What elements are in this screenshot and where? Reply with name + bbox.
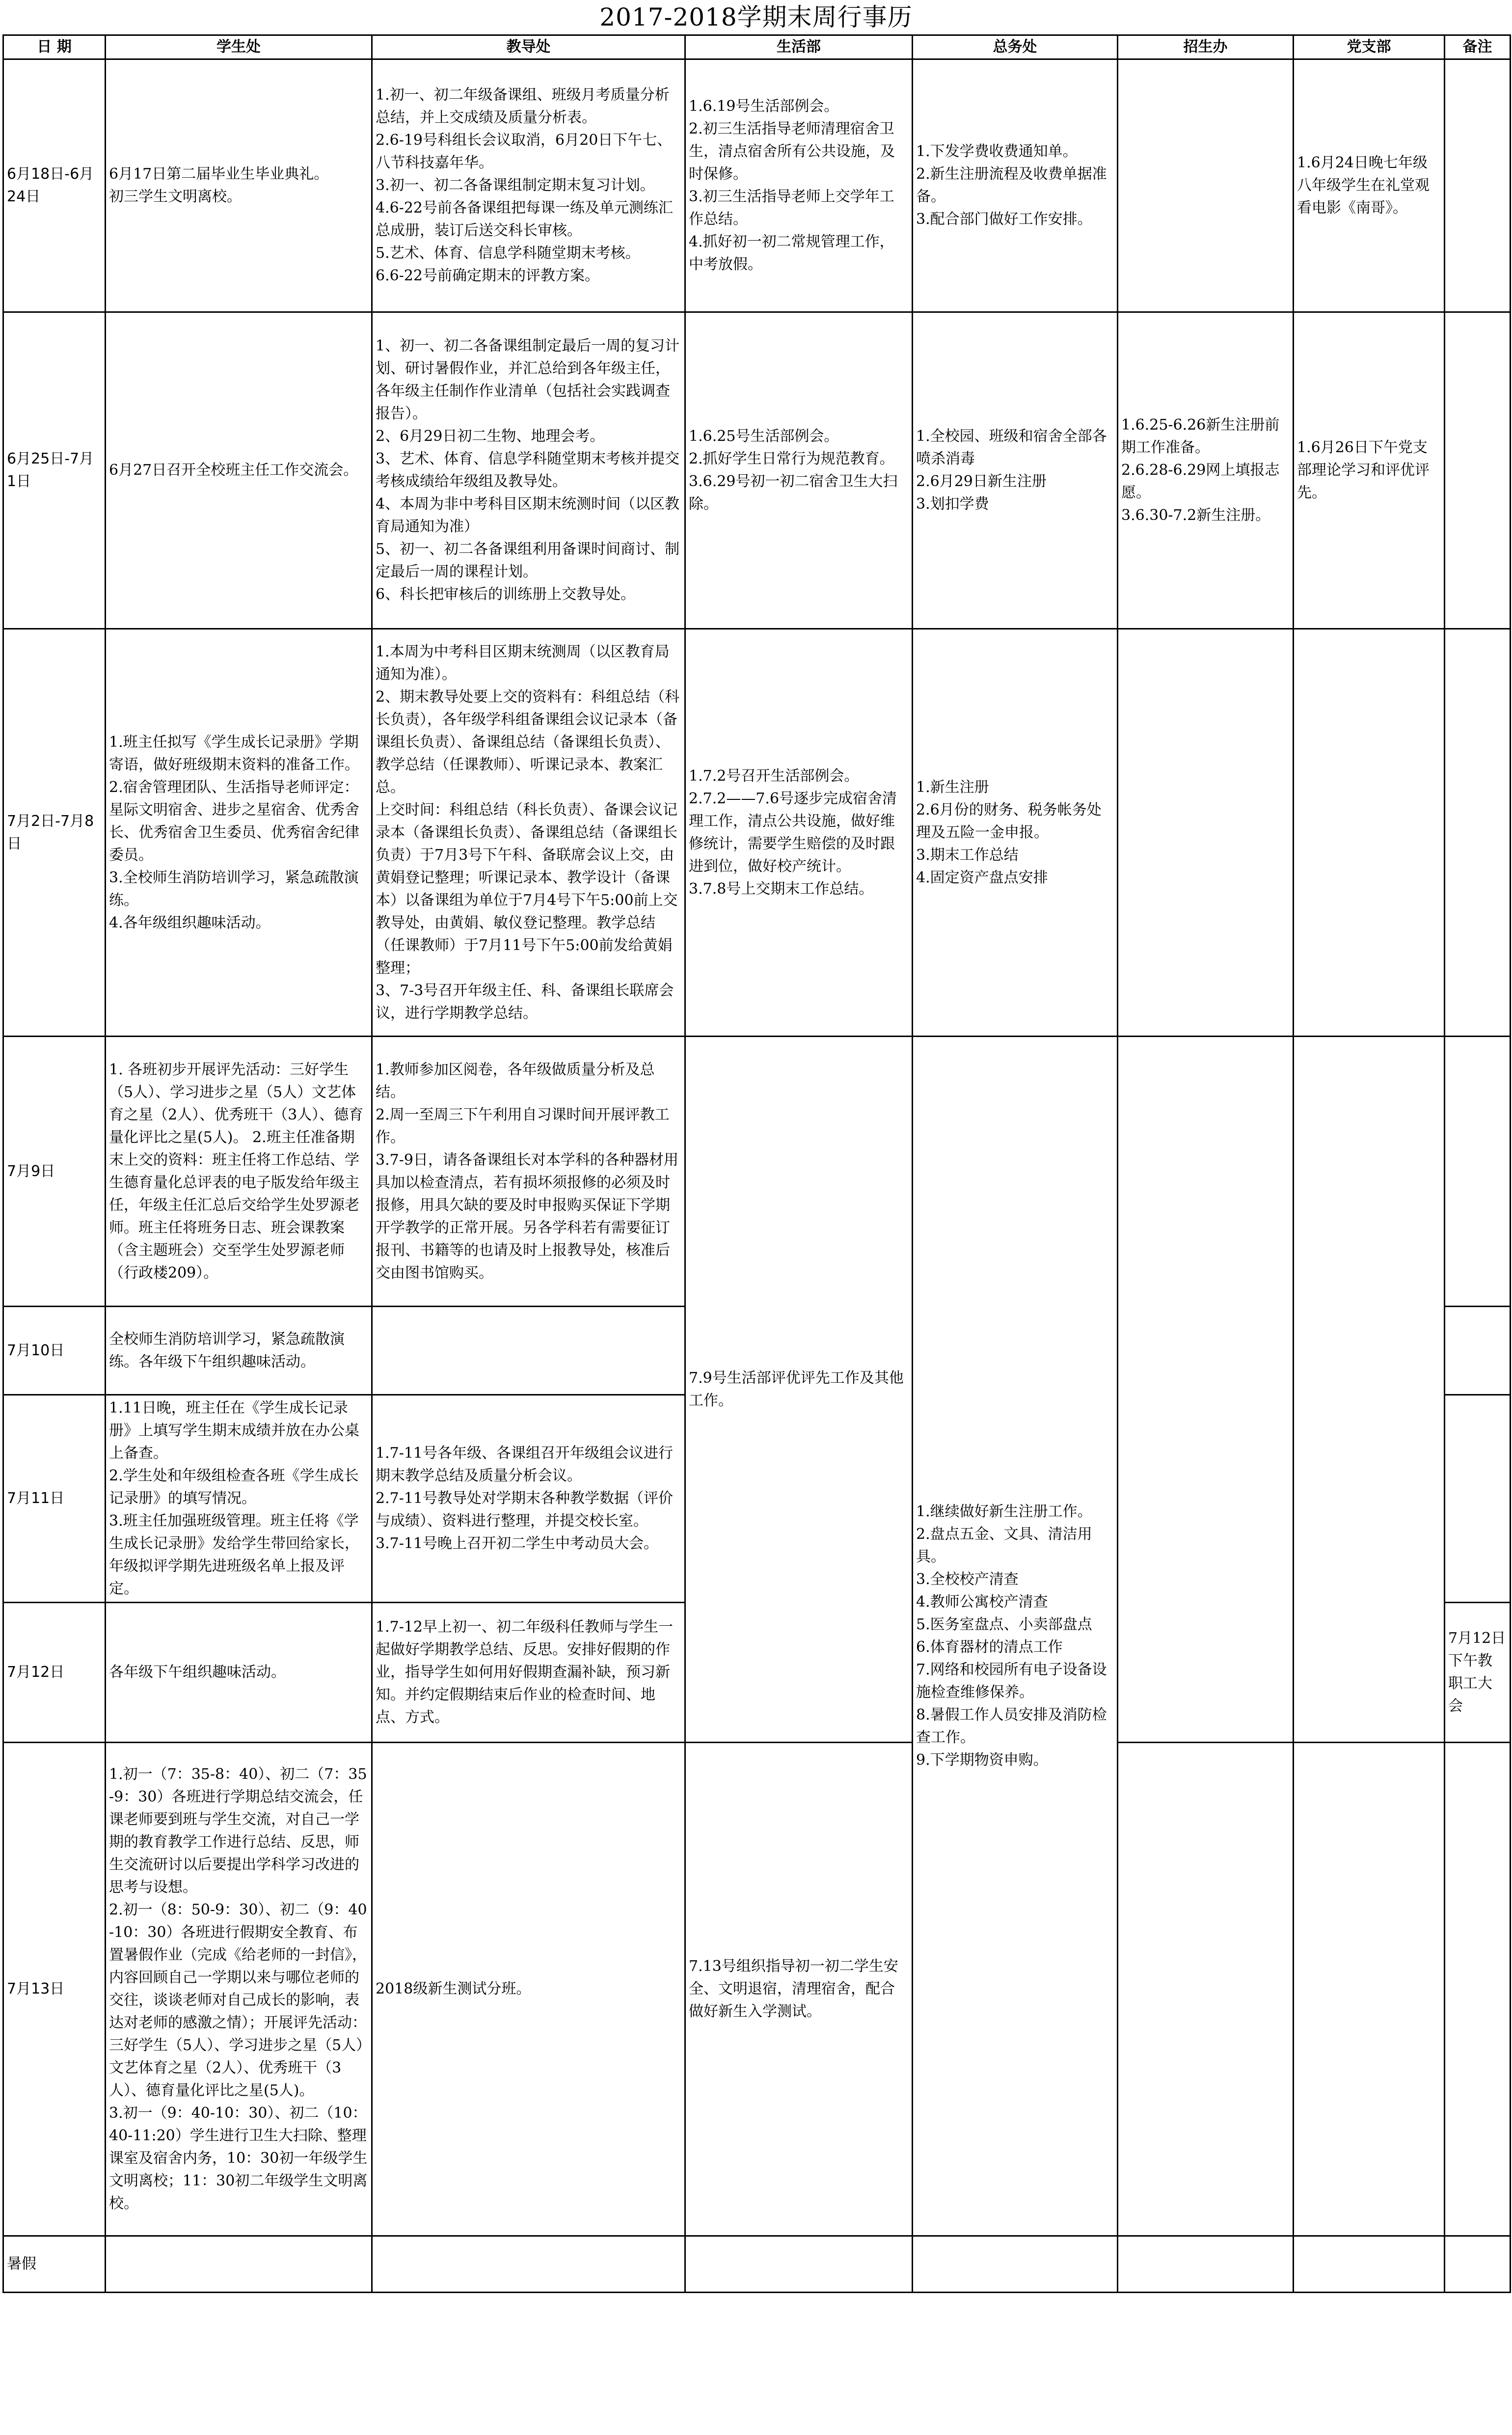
- date-cell: 7月11日: [3, 1395, 106, 1603]
- admissions-cell: [1118, 2236, 1294, 2293]
- admissions-cell: 1.6.25-6.26新生注册前期工作准备。 2.6.28-6.29网上填报志愿。 3.6.30-7.2新生注册。: [1118, 312, 1294, 629]
- notes-cell: 7月12日下午教职工大会: [1445, 1603, 1511, 1743]
- party-cell: [1294, 1743, 1445, 2236]
- academic-cell: [372, 2236, 685, 2293]
- date-cell: 7月13日: [3, 1743, 106, 2236]
- student-cell: 1.班主任拟写《学生成长记录册》学期寄语，做好班级期末资料的准备工作。 2.宿舍管理团队、生活指导老师评定：星际文明宿舍、进步之星宿舍、优秀舍长、优秀宿舍卫生委员、优秀宿舍纪律委员。 3.全校师生消防培训学习，紧急疏散演练。 4.各年级组织趣味活动。: [106, 629, 372, 1037]
- general-cell: [913, 2236, 1118, 2293]
- notes-cell: [1445, 1307, 1511, 1395]
- header-life-dept: 生活部: [685, 35, 913, 59]
- student-cell: 1.初一（7：35-8：40）、初二（7：35-9：30）各班进行学期总结交流会，任课老师要到班与学生交流，对自己一学期的教育教学工作进行总结、反思，师生交流研讨以后要提出学科学习改进的思考与设想。 2.初一（8：50-9：30）、初二（9：40-10：30）各班进行假期安全教育、布置暑假作业（完成《给老师的一封信》，内容回顾自己一学期以来与哪位老师的交往，谈谈老师对自己成长的影响，表达对老师的感激之情）；开展评先活动：三好学生（5人）、学习进步之星（5人）文艺体育之星（2人）、优秀班干（3人）、德育量化评比之星(5人)。 3.初一（9：40-10：30）、初二（10：40-11:20）学生进行卫生大扫除、整理课室及宿舍内务，10：30初一年级学生文明离校；11：30初二年级学生文明离校。: [106, 1743, 372, 2236]
- header-row: [3, 35, 1511, 59]
- student-cell: [106, 2236, 372, 2293]
- life-cell: 1.6.19号生活部例会。 2.初三生活指导老师清理宿舍卫生，清点宿舍所有公共设施，及时保修。 3.初三生活指导老师上交学年工作总结。 4.抓好初一初二常规管理工作，中考放假。: [685, 59, 913, 312]
- life-cell: [685, 2236, 913, 2293]
- notes-cell: [1445, 2236, 1511, 2293]
- academic-cell: 1.7-11号各年级、各课组召开年级组会议进行期末教学总结及质量分析会议。 2.7-11号教导处对学期末各种教学数据（评价与成绩）、资料进行整理，并提交校长室。 3.7-11号晚上召开初二学生中考动员大会。: [372, 1395, 685, 1603]
- header-general-affairs: 总务处: [913, 35, 1118, 59]
- student-cell: 6月27日召开全校班主任工作交流会。: [106, 312, 372, 629]
- student-cell: 1.11日晚，班主任在《学生成长记录册》上填写学生期末成绩并放在办公桌上备查。 2.学生处和年级组检查各班《学生成长记录册》的填写情况。 3.班主任加强班级管理。班主任将《学生成长记录册》发给学生带回给家长，年级拟评学期先进班级名单上报及评定。: [106, 1395, 372, 1603]
- academic-cell: 1.本周为中考科目区期末统测周（以区教育局通知为准）。 2、期末教导处要上交的资料有：科组总结（科长负责），各年级学科组备课组会议记录本（备课组长负责）、备课组总结（备课组长负责）、教学总结（任课教师）、听课记录本、教案汇总。 上交时间：科组总结（科长负责）、备课会议记录本（备课组长负责）、备课组总结（备课组长负责）于7月3号下午科、备联席会议上交，由黄娟登记整理；听课记录本、教学设计（备课本）以备课组为单位于7月4号下午5:00前上交教导处，由黄娟、敏仪登记整理。教学总结（任课教师）于7月11号下午5:00前发给黄娟整理； 3、7-3号召开年级主任、科、备课组长联席会议，进行学期教学总结。: [372, 629, 685, 1037]
- life-cell: 1.6.25号生活部例会。 2.抓好学生日常行为规范教育。 3.6.29号初一初二宿舍卫生大扫除。: [685, 312, 913, 629]
- date-cell: 6月18日-6月24日: [3, 59, 106, 312]
- general-cell: 1.新生注册 2.6月份的财务、税务帐务处理及五险一金申报。 3.期末工作总结 4.固定资产盘点安排: [913, 629, 1118, 1037]
- date-cell: 7月12日: [3, 1603, 106, 1743]
- admissions-cell: [1118, 629, 1294, 1037]
- student-cell: 1. 各班初步开展评先活动：三好学生（5人）、学习进步之星（5人）文艺体育之星（2人）、优秀班干（3人）、德育量化评比之星(5人)。 2.班主任准备期末上交的资料：班主任将工作总结、学生德育量化总评表的电子版发给年级主任，年级主任汇总后交给学生处罗源老师。班主任将班务日志、班会课教案（含主题班会）交至学生处罗源老师（行政楼209）。: [106, 1037, 372, 1307]
- notes-cell: [1445, 312, 1511, 629]
- life-cell: 1.7.2号召开生活部例会。 2.7.2——7.6号逐步完成宿舍清理工作，清点公共设施，做好维修统计，需要学生赔偿的及时跟进到位，做好校产统计。 3.7.8号上交期末工作总结。: [685, 629, 913, 1037]
- notes-cell: [1445, 59, 1511, 312]
- notes-cell: [1445, 629, 1511, 1037]
- date-cell: 6月25日-7月1日: [3, 312, 106, 629]
- notes-cell: [1445, 1395, 1511, 1603]
- academic-cell: 1.教师参加区阅卷，各年级做质量分析及总结。 2.周一至周三下午利用自习课时间开展评教工作。 3.7-9日，请各备课组长对本学科的各种器材用具加以检查清点，若有损坏须报修的必须及时报修，用具欠缺的要及时申报购买保证下学期开学教学的正常开展。另各学科若有需要征订报刊、书籍等的也请及时上报教导处，核准后交由图书馆购买。: [372, 1037, 685, 1307]
- table-row: [3, 1743, 1511, 2236]
- general-cell: 1.下发学费收费通知单。 2.新生注册流程及收费单据准备。 3.配合部门做好工作安排。: [913, 59, 1118, 312]
- academic-cell: 2018级新生测试分班。: [372, 1743, 685, 2236]
- admissions-cell: [1118, 1743, 1294, 2236]
- table-row: [3, 59, 1511, 312]
- life-merged-cell: 7.9号生活部评优评先工作及其他工作。: [685, 1037, 913, 1743]
- table-row: [3, 312, 1511, 629]
- admissions-merged-cell: [1118, 1037, 1294, 1743]
- party-cell: 1.6月24日晚七年级八年级学生在礼堂观看电影《南哥》。: [1294, 59, 1445, 312]
- student-cell: 全校师生消防培训学习，紧急疏散演练。各年级下午组织趣味活动。: [106, 1307, 372, 1395]
- notes-cell: [1445, 1037, 1511, 1307]
- academic-cell: 1.初一、初二年级备课组、班级月考质量分析总结，并上交成绩及质量分析表。 2.6-19号科组长会议取消，6月20日下午七、八节科技嘉年华。 3.初一、初二各备课组制定期末复习计划。 4.6-22号前各备课组把每课一练及单元测练汇总成册，装订后送交科长审核。 5.艺术、体育、信息学科随堂期末考核。 6.6-22号前确定期末的评教方案。: [372, 59, 685, 312]
- academic-cell: 1、初一、初二各备课组制定最后一周的复习计划、研讨暑假作业，并汇总给到各年级主任，各年级主任制作作业清单（包括社会实践调查报告）。 2、6月29日初二生物、地理会考。 3、艺术、体育、信息学科随堂期末考核并提交考核成绩给年级组及教导处。 4、本周为非中考科目区期末统测时间（以区教育局通知为准） 5、初一、初二各备课组利用备课时间商讨、制定最后一周的课程计划。 6、科长把审核后的训练册上交教导处。: [372, 312, 685, 629]
- schedule-table: [2, 34, 1511, 2293]
- table-row: [3, 1037, 1511, 1307]
- page-title: 2017-2018学期末周行事历: [599, 3, 913, 31]
- header-student-office: 学生处: [106, 35, 372, 59]
- table-row: [3, 2236, 1511, 2293]
- date-cell: 7月9日: [3, 1037, 106, 1307]
- academic-cell: [372, 1307, 685, 1395]
- academic-cell: 1.7-12早上初一、初二年级科任教师与学生一起做好学期教学总结、反思。安排好假期的作业，指导学生如何用好假期查漏补缺，预习新知。并约定假期结束后作业的检查时间、地点、方式。: [372, 1603, 685, 1743]
- header-party-branch: 党支部: [1294, 35, 1445, 59]
- party-merged-cell: [1294, 1037, 1445, 1743]
- party-cell: 1.6月26日下午党支部理论学习和评优评先。: [1294, 312, 1445, 629]
- general-cell: 1.全校园、班级和宿舍全部各喷杀消毒 2.6月29日新生注册 3.划扣学费: [913, 312, 1118, 629]
- header-academic-office: 教导处: [372, 35, 685, 59]
- table-row: [3, 629, 1511, 1037]
- date-cell: 暑假: [3, 2236, 106, 2293]
- party-cell: [1294, 629, 1445, 1037]
- header-date: 日 期: [3, 35, 106, 59]
- date-cell: 7月2日-7月8日: [3, 629, 106, 1037]
- life-cell: 7.13号组织指导初一初二学生安全、文明退宿，清理宿舍，配合做好新生入学测试。: [685, 1743, 913, 2236]
- student-cell: 6月17日第二届毕业生毕业典礼。 初三学生文明离校。: [106, 59, 372, 312]
- header-admissions: 招生办: [1118, 35, 1294, 59]
- student-cell: 各年级下午组织趣味活动。: [106, 1603, 372, 1743]
- header-notes: 备注: [1445, 35, 1511, 59]
- party-cell: [1294, 2236, 1445, 2293]
- general-merged-cell: 1.继续做好新生注册工作。 2.盘点五金、文具、清洁用具。 3.全校校产清查 4.教师公寓校产清查 5.医务室盘点、小卖部盘点 6.体育器材的清点工作 7.网络和校园所有电子设备设施检查维修保养。 8.暑假工作人员安排及消防检查工作。 9.下学期物资申购。: [913, 1037, 1118, 2236]
- notes-cell: [1445, 1743, 1511, 2236]
- date-cell: 7月10日: [3, 1307, 106, 1395]
- admissions-cell: [1118, 59, 1294, 312]
